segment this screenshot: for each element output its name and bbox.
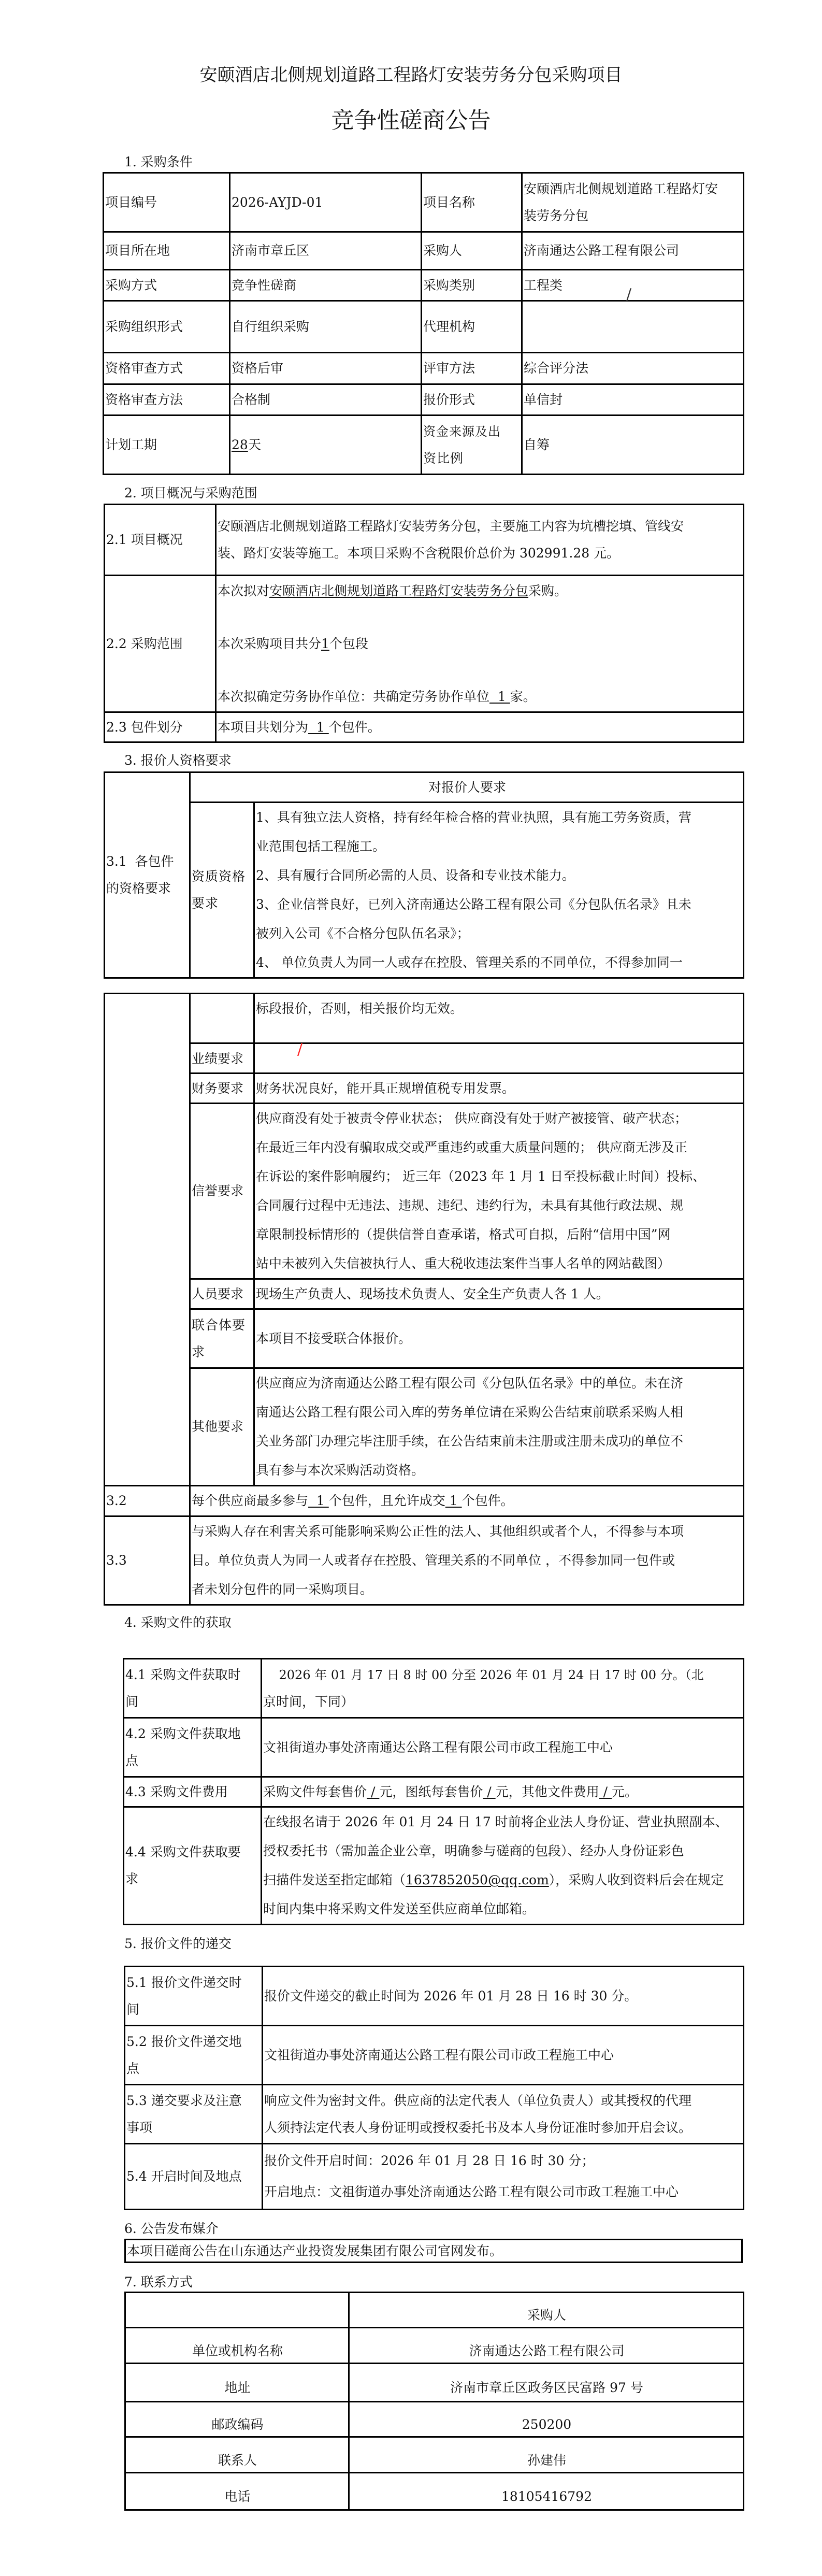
table-row (104, 384, 744, 416)
project-name-line-2: 装劳务分包 (524, 208, 589, 223)
value-evaluation-method: 综合评分法 (522, 353, 744, 384)
table-row (105, 1104, 744, 1279)
conflict-line: 与采购人存在利害关系可能影响采购公正性的法人、其他组织或者个人，不得参与本项 (192, 1524, 684, 1539)
contact-label-phone: 电话 (125, 2473, 349, 2510)
value-organization-form: 自行组织采购 (230, 301, 422, 353)
value-credit (254, 1104, 744, 1279)
label-project-number: 项目编号 (104, 173, 230, 232)
contact-header-blank (125, 2293, 349, 2328)
performance-slash: / (297, 1040, 303, 1058)
label-organization-form: 采购组织形式 (104, 301, 230, 353)
qualification-line: 3、企业信誉良好，已列入济南通达公路工程有限公司《分包队伍名录》且未 (256, 897, 691, 912)
acquisition-time-line-2: 京时间，下同） (263, 1694, 354, 1709)
section-heading-7: 7. 联系方式 (124, 2274, 193, 2289)
table-row (124, 1777, 744, 1807)
conflict-line: 者未划分包件的同一采购项目。 (192, 1582, 373, 1597)
section-heading-5: 5. 报价文件的递交 (124, 1936, 232, 1951)
acquisition-req-line: 时间内集中将采购文件发送至供应商单位邮箱。 (263, 1901, 536, 1916)
agency-slash: / (626, 285, 632, 304)
joint-venture-label-line-2: 求 (192, 1344, 206, 1359)
label-joint-venture (190, 1309, 254, 1368)
label-package-qualification (105, 772, 190, 978)
label-review-mode: 资格审查方式 (104, 353, 230, 384)
contact-value-address: 济南市章丘区政务区民富路 97 号 (349, 2364, 744, 2402)
document-title: 安颐酒店北侧规划道路工程路灯安装劳务分包采购项目 (199, 65, 623, 85)
value-project-number: 2026-AYJD-01 (230, 173, 422, 232)
scope-line-3 (218, 684, 743, 710)
qualification-line: 被列入公司《不合格分包队伍名录》； (256, 926, 470, 941)
value-submission-time: 报价文件递交的截止时间为 2026 年 01 月 28 日 16 时 30 分。 (263, 1967, 744, 2026)
label-scope: 2.2 采购范围 (105, 576, 216, 712)
submission-table (124, 1966, 744, 2210)
text: 采购文件每套售价 (263, 1784, 367, 1799)
table-row (104, 270, 744, 301)
table-row (125, 2402, 744, 2437)
value-acquisition-place: 文祖街道办事处济南通达公路工程有限公司市政工程施工中心 (262, 1718, 744, 1777)
funding-label-line-2: 资比例 (423, 450, 464, 466)
acquisition-time-label-line-2: 间 (125, 1694, 139, 1709)
submission-notes-line-2: 人须持法定代表人身份证明或授权委托书及本人身份证准时参加开启会议。 (264, 2120, 692, 2135)
table-row (105, 712, 744, 742)
other-line: 供应商应为济南通达公路工程有限公司《分包队伍名录》中的单位。未在济 (256, 1376, 684, 1391)
scope-text: 家。 (510, 689, 536, 704)
value-qualification (254, 803, 744, 978)
text: 元，其他文件费用 (495, 1784, 599, 1799)
label-submission-time (125, 1967, 263, 2026)
table-row (125, 2293, 744, 2328)
schedule-unit: 天 (248, 437, 261, 452)
contact-value-phone: 18105416792 (349, 2473, 744, 2510)
scope-text: 个包段 (329, 636, 368, 651)
label-submission-notes (125, 2085, 263, 2144)
table-row (124, 1807, 744, 1925)
value-scope (216, 576, 744, 712)
project-overview-table (104, 504, 744, 743)
publication-table (124, 2239, 743, 2263)
value-qualification-continued: 标段报价，否则，相关报价均无效。 (254, 994, 744, 1043)
label-3-2: 3.2 (105, 1486, 190, 1516)
project-name-line-1: 安颐酒店北侧规划道路工程路灯安 (524, 181, 718, 196)
table-row (125, 2026, 744, 2085)
packages-text: 本项目共划分为 (218, 719, 309, 735)
label-overview: 2.1 项目概况 (105, 505, 216, 576)
label-review-method: 资格审查方法 (104, 384, 230, 416)
label-staff: 人员要求 (190, 1279, 254, 1309)
award-packages: 1 (445, 1493, 462, 1508)
other-line: 南通达公路工程有限公司入库的劳务单位请在采购公告结束前联系采购人相 (256, 1405, 684, 1420)
acquisition-req-label-line-1: 4.4 采购文件获取要 (125, 1844, 241, 1859)
label-funding (422, 416, 522, 475)
value-3-3 (190, 1516, 744, 1605)
value-quote-form: 单信封 (522, 384, 744, 416)
acquisition-req-line: 授权委托书（需加盖企业公章，明确参与磋商的包段）、经办人身份证彩色 (263, 1843, 684, 1858)
document-acquisition-table (123, 1658, 744, 1925)
label-acquisition-requirement (124, 1807, 262, 1925)
scope-line-1 (218, 578, 743, 604)
qualification-line: 业范围包括工程施工。 (256, 839, 386, 854)
scope-text: 本次拟对 (218, 583, 270, 598)
text: 个包件。 (462, 1493, 514, 1508)
label-packages: 2.3 包件划分 (105, 712, 216, 742)
table-row (125, 2144, 744, 2210)
table-row (105, 1074, 744, 1104)
contact-table (124, 2292, 744, 2511)
label-finance: 财务要求 (190, 1074, 254, 1104)
table-row (105, 1516, 744, 1605)
qualification-type-line-1: 资质资格 (192, 869, 246, 884)
value-procurement-method: 竞争性磋商 (230, 270, 422, 301)
label-quote-form: 报价形式 (422, 384, 522, 416)
value-acquisition-requirement (262, 1807, 744, 1925)
max-packages: 1 (308, 1493, 329, 1508)
table-row (105, 803, 744, 978)
contact-value-postcode: 250200 (349, 2402, 744, 2437)
label-agency: 代理机构 (422, 301, 522, 353)
label-acquisition-place (124, 1718, 262, 1777)
email-link[interactable]: 1637852050@qq.com (406, 1872, 549, 1887)
section-heading-2: 2. 项目概况与采购范围 (124, 485, 257, 500)
value-review-method: 合格制 (230, 384, 422, 416)
qualification-line: 1、具有独立法人资格，持有经年检合格的营业执照，具有施工劳务资质，营 (256, 810, 691, 825)
table-row (125, 2240, 742, 2263)
text: ），采购人收到资料后会在规定 (549, 1872, 724, 1887)
table-row (105, 505, 744, 576)
label-qualification (190, 803, 254, 978)
value-review-mode: 资格后审 (230, 353, 422, 384)
label-procurement-category: 采购类别 (422, 270, 522, 301)
table-row (125, 2437, 744, 2473)
qualification-table-part-2 (104, 993, 744, 1606)
label-3-3: 3.3 (105, 1516, 190, 1605)
value-project-name (522, 173, 744, 232)
opening-place: 开启地点：文祖街道办事处济南通达公路工程有限公司市政工程施工中心 (264, 2184, 679, 2199)
credit-line: 站中未被列入失信被执行人、重大税收违法案件当事人名单的网站截图） (256, 1256, 671, 1271)
table-row (104, 353, 744, 384)
procurement-conditions-table (103, 172, 744, 475)
table-row (105, 1279, 744, 1309)
table-row (105, 772, 744, 803)
value-other (254, 1368, 744, 1486)
table-row (105, 1368, 744, 1486)
value-staff: 现场生产负责人、现场技术负责人、安全生产负责人各 1 人。 (254, 1279, 744, 1309)
contact-value-org: 济南通达公路工程有限公司 (349, 2328, 744, 2364)
table-row (105, 994, 744, 1043)
contact-header-purchaser: 采购人 (349, 2293, 744, 2328)
credit-line: 在最近三年内没有骗取成交或严重违约或重大质量问题的； 供应商无涉及正 (256, 1140, 687, 1155)
section-heading-6: 6. 公告发布媒介 (124, 2221, 219, 2236)
qualification-label-line-2: 的资格要求 (106, 881, 171, 896)
contact-label-org: 单位或机构名称 (125, 2328, 349, 2364)
text: 元。 (612, 1784, 638, 1799)
qualification-line: 4、 单位负责人为同一人或存在控股、管理关系的不同单位，不得参加同一 (256, 955, 683, 970)
submission-place-label-line-2: 点 (126, 2060, 140, 2076)
qualification-table-part-1 (104, 771, 744, 979)
table-row (125, 1967, 744, 2026)
text: 个包件，且允许成交 (328, 1493, 445, 1508)
overview-line-1: 安颐酒店北侧规划道路工程路灯安装劳务分包，主要施工内容为坑槽挖填、管线安 (218, 519, 684, 534)
label-location: 项目所在地 (104, 232, 230, 270)
qualification-line: 2、具有履行合同所必需的人员、设备和专业技术能力。 (256, 868, 575, 883)
table-row (125, 2473, 744, 2510)
credit-line: 章限制投标情形的（提供信誉自查承诺，格式可自拟，后附“信用中国”网 (256, 1227, 671, 1242)
value-document-fee (262, 1777, 744, 1807)
label-qualification-continued (190, 994, 254, 1043)
label-package-qualification-continued (105, 994, 190, 1486)
label-procurement-method: 采购方式 (104, 270, 230, 301)
label-project-name: 项目名称 (422, 173, 522, 232)
packages-count: 1 (308, 719, 329, 735)
scope-unit-count: 1 (489, 689, 510, 704)
label-performance: 业绩要求 (190, 1043, 254, 1074)
value-finance: 财务状况良好，能开具正规增值税专用发票。 (254, 1074, 744, 1104)
submission-place-label-line-1: 5.2 报价文件递交地 (126, 2034, 242, 2049)
credit-line: 合同履行过程中无违法、违规、违纪、违约行为，未具有其他行政法规、规 (256, 1198, 684, 1213)
label-submission-place (125, 2026, 263, 2085)
value-opening (263, 2144, 744, 2210)
value-packages (216, 712, 744, 742)
label-other: 其他要求 (190, 1368, 254, 1486)
acquisition-req-line (263, 1866, 743, 1895)
label-opening: 5.4 开启时间及地点 (125, 2144, 263, 2210)
scope-project-name: 安颐酒店北侧规划道路工程路灯安装劳务分包 (269, 583, 529, 598)
table-row (105, 1309, 744, 1368)
label-schedule: 计划工期 (104, 416, 230, 475)
contact-label-person: 联系人 (125, 2437, 349, 2473)
contact-label-address: 地址 (125, 2364, 349, 2402)
section-heading-1: 1. 采购条件 (124, 154, 193, 169)
table-row (104, 416, 744, 475)
text: 元，图纸每套售价 (379, 1784, 483, 1799)
table-row (125, 2085, 744, 2144)
joint-venture-label-line-1: 联合体要 (192, 1317, 246, 1333)
section-heading-3: 3. 报价人资格要求 (124, 753, 232, 768)
table-row (104, 232, 744, 270)
qualification-label-line-1: 3.1 各包件 (106, 854, 174, 869)
acquisition-time-line-1: 2026 年 01 月 17 日 8 时 00 分至 2026 年 01 月 24 日 17 时 00 分。（北 (263, 1667, 704, 1682)
table-row (125, 2364, 744, 2402)
submission-notes-line-1: 响应文件为密封文件。供应商的法定代表人（单位负责人）或其授权的代理 (264, 2093, 692, 2108)
text: 扫描件发送至指定邮箱（ (263, 1872, 406, 1887)
value-submission-place: 文祖街道办事处济南通达公路工程有限公司市政工程施工中心 (263, 2026, 744, 2085)
value-acquisition-time (262, 1659, 744, 1718)
credit-line: 在诉讼的案件影响履约； 近三年（2023 年 1 月 1 日至投标截止时间）投标、 (256, 1169, 706, 1184)
credit-line: 供应商没有处于被责令停业状态； 供应商没有处于财产被接管、破产状态； (256, 1111, 687, 1126)
label-purchaser: 采购人 (422, 232, 522, 270)
acquisition-time-label-line-1: 4.1 采购文件获取时 (125, 1667, 241, 1682)
value-purchaser: 济南通达公路工程有限公司 (522, 232, 744, 270)
schedule-days: 28 (232, 437, 248, 452)
fee-drawing: / (483, 1784, 496, 1799)
acquisition-req-label-line-2: 求 (125, 1871, 139, 1886)
table-row (124, 1718, 744, 1777)
label-acquisition-time (124, 1659, 262, 1718)
submission-time-label-line-1: 5.1 报价文件递交时 (126, 1974, 242, 1990)
fee-doc: / (367, 1784, 380, 1799)
table-row (125, 2328, 744, 2364)
spacer (218, 657, 743, 684)
document-subtitle: 竞争性磋商公告 (331, 107, 491, 134)
section-heading-4: 4. 采购文件的获取 (124, 1615, 232, 1630)
scope-line-2 (218, 631, 743, 657)
value-publication: 本项目磋商公告在山东通达产业投资发展集团有限公司官网发布。 (125, 2240, 742, 2263)
acquisition-req-line: 在线报名请于 2026 年 01 月 24 日 17 时前将企业法人身份证、营业执照副本、 (263, 1814, 728, 1829)
table-row (104, 173, 744, 232)
scope-text: 本次拟确定劳务协作单位：共确定劳务协作单位 (218, 689, 490, 704)
table-row (105, 576, 744, 712)
acquisition-place-label-line-1: 4.2 采购文件获取地 (125, 1726, 241, 1741)
value-overview (216, 505, 744, 576)
label-evaluation-method: 评审方法 (422, 353, 522, 384)
label-credit: 信誉要求 (190, 1104, 254, 1279)
value-3-2 (190, 1486, 744, 1516)
funding-label-line-1: 资金来源及出 (423, 424, 501, 439)
submission-notes-label-line-2: 事项 (126, 2120, 153, 2135)
qualification-type-line-2: 要求 (192, 896, 219, 911)
text: 每个供应商最多参与 (192, 1493, 309, 1508)
opening-time: 报价文件开启时间：2026 年 01 月 28 日 16 时 30 分； (264, 2153, 595, 2168)
table-row (105, 1043, 744, 1074)
packages-text: 个包件。 (328, 719, 381, 735)
overview-line-2: 装、路灯安装等施工。本项目采购不含税限价总价为 302991.28 元。 (218, 546, 620, 561)
scope-package-count: 1 (321, 636, 329, 651)
contact-label-postcode: 邮政编码 (125, 2402, 349, 2437)
table-row (104, 301, 744, 353)
scope-text: 本次采购项目共分 (218, 636, 322, 651)
scope-text: 采购。 (528, 583, 568, 598)
value-joint-venture: 本项目不接受联合体报价。 (254, 1309, 744, 1368)
table-row (124, 1659, 744, 1718)
value-location: 济南市章丘区 (230, 232, 422, 270)
submission-notes-label-line-1: 5.3 递交要求及注意 (126, 2093, 242, 2108)
label-document-fee: 4.3 采购文件费用 (124, 1777, 262, 1807)
value-performance (254, 1040, 744, 1074)
acquisition-place-label-line-2: 点 (125, 1753, 139, 1768)
submission-time-label-line-2: 间 (126, 2001, 140, 2017)
fee-other: / (599, 1784, 612, 1799)
value-procurement-category: 工程类 (522, 270, 744, 301)
other-line: 关业务部门办理完毕注册手续，在公告结束前未注册或注册未成功的单位不 (256, 1434, 684, 1449)
value-funding: 自筹 (522, 416, 744, 475)
value-schedule (230, 416, 422, 475)
value-submission-notes (263, 2085, 744, 2144)
conflict-line: 目。单位负责人为同一人或者存在控股、管理关系的不同单位 ，不得参加同一包件或 (192, 1553, 675, 1568)
table-row (105, 1486, 744, 1516)
other-line: 具有参与本次采购活动资格。 (256, 1463, 425, 1478)
requirements-header: 对报价人要求 (190, 772, 744, 803)
spacer (218, 604, 743, 631)
contact-value-person: 孙建伟 (349, 2437, 744, 2473)
